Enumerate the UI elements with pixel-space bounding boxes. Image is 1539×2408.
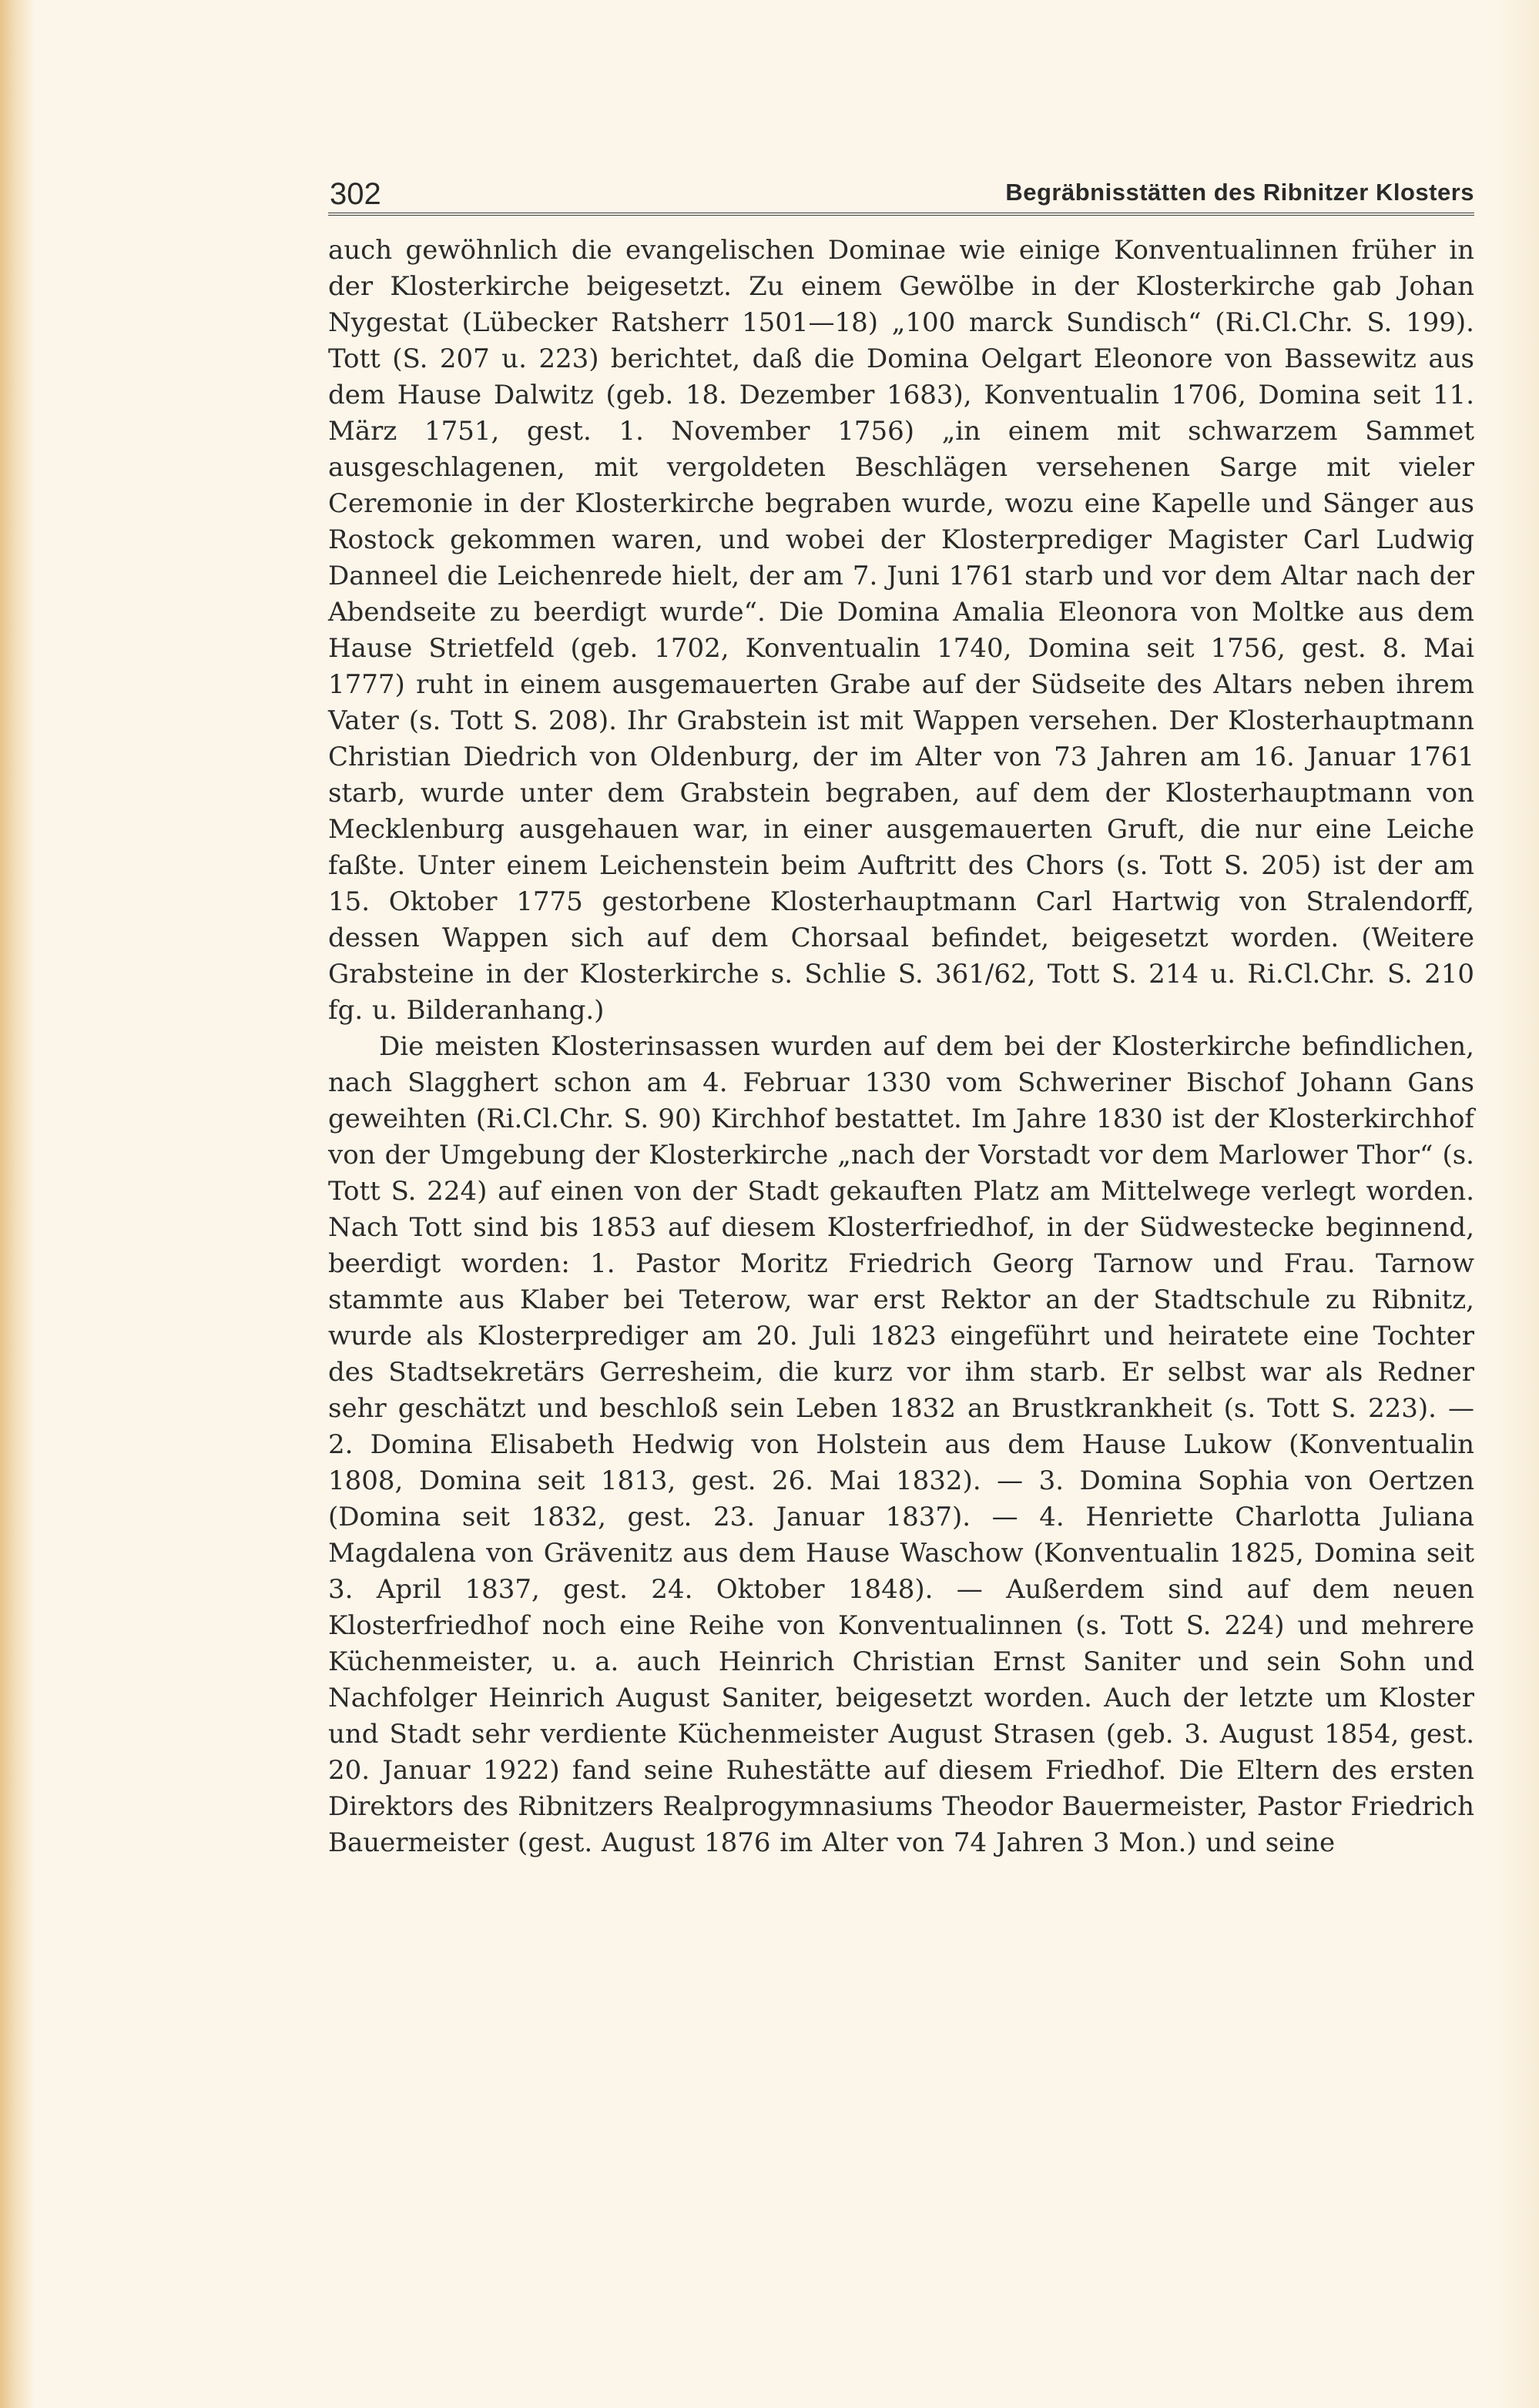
book-page (328, 154, 1474, 1861)
page-header (328, 154, 1474, 216)
book-gutter-shadow (0, 0, 35, 2408)
page-number: 302 (330, 177, 381, 211)
body-text (328, 233, 1474, 1861)
page-edge-tint (1494, 0, 1539, 2408)
paragraph: auch gewöhnlich die evangelischen Dominae wie einige Konventualinnen früher in der Klosterkirche beigesetzt. Zu einem Gewölbe in der Klosterkirche gab Johan Nygestat (Lübecker Ratsherr 1501—18) „100 marck Sundisch“ (Ri.Cl.Chr. S. 199). Tott (S. 207 u. 223) berichtet, daß die Domina Oelgart Eleonore von Bassewitz aus dem Hause Dalwitz (geb. 18. Dezember 1683), Konventualin 1706, Domina seit 11. März 1751, gest. 1. November 1756) „in einem mit schwarzem Sammet ausgeschlagenen, mit vergoldeten Beschlägen versehenen Sarge mit vieler Ceremonie in der Klosterkirche begraben wurde, wozu eine Kapelle und Sänger aus Rostock gekommen waren, und wobei der Klosterprediger Magister Carl Ludwig Danneel die Leichenrede hielt, der am 7. Juni 1761 starb und vor dem Altar nach der Abendseite zu beerdigt wurde“. Die Domina Amalia Eleonora von Moltke aus dem Hause Strietfeld (geb. 1702, Konventualin 1740, Domina seit 1756, gest. 8. Mai 1777) ruht in einem ausgemauerten Grabe auf der Südseite des Altars neben ihrem Vater (s. Tott S. 208). Ihr Grabstein ist mit Wappen versehen. Der Klosterhauptmann Christian Diedrich von Oldenburg, der im Alter von 73 Jahren am 16. Januar 1761 starb, wurde unter dem Grabstein begraben, auf dem der Klosterhauptmann von Mecklenburg ausgehauen war, in einer ausgemauerten Gruft, die nur eine Leiche faßte. Unter einem Leichenstein beim Auftritt des Chors (s. Tott S. 205) ist der am 15. Oktober 1775 gestorbene Klosterhauptmann Carl Hartwig von Stralendorff, dessen Wappen sich auf dem Chorsaal befindet, beigesetzt worden. (Weitere Grabsteine in der Klosterkirche s. Schlie S. 361/62, Tott S. 214 u. Ri.Cl.Chr. S. 210 fg. u. Bilderanhang.) (328, 235, 1474, 1026)
paragraph: Die meisten Klosterinsassen wurden auf dem bei der Klosterkirche befindlichen, nach Slagghert schon am 4. Februar 1330 vom Schweriner Bischof Johann Gans geweihten (Ri.Cl.Chr. S. 90) Kirchhof bestattet. Im Jahre 1830 ist der Klosterkirchhof von der Umgebung der Klosterkirche „nach der Vorstadt vor dem Marlower Thor“ (s. Tott S. 224) auf einen von der Stadt gekauften Platz am Mittelwege verlegt worden. Nach Tott sind bis 1853 auf diesem Klosterfriedhof, in der Südwestecke beginnend, beerdigt worden: 1. Pastor Moritz Friedrich Georg Tarnow und Frau. Tarnow stammte aus Klaber bei Teterow, war erst Rektor an der Stadtschule zu Ribnitz, wurde als Klosterprediger am 20. Juli 1823 eingeführt und heiratete eine Tochter des Stadtsekretärs Gerresheim, die kurz vor ihm starb. Er selbst war als Redner sehr geschätzt und beschloß sein Leben 1832 an Brustkrankheit (s. Tott S. 223). — 2. Domina Elisabeth Hedwig von Holstein aus dem Hause Lukow (Konventualin 1808, Domina seit 1813, gest. 26. Mai 1832). — 3. Domina Sophia von Oertzen (Domina seit 1832, gest. 23. Januar 1837). — 4. Henriette Charlotta Juliana Magdalena von Grävenitz aus dem Hause Waschow (Konventualin 1825, Domina seit 3. April 1837, gest. 24. Oktober 1848). — Außerdem sind auf dem neuen Klosterfriedhof noch eine Reihe von Konventualinnen (s. Tott S. 224) und mehrere Küchenmeister, u. a. auch Heinrich Christian Ernst Saniter und sein Sohn und Nachfolger Heinrich August Saniter, beigesetzt worden. Auch der letzte um Kloster und Stadt sehr verdiente Küchenmeister August Strasen (geb. 3. August 1854, gest. 20. Januar 1922) fand seine Ruhestätte auf diesem Friedhof. Die Eltern des ersten Direktors des Ribnitzers Realprogymnasiums Theodor Bauermeister, Pastor Friedrich Bauermeister (gest. August 1876 im Alter von 74 Jahren 3 Mon.) und seine (328, 1031, 1474, 1858)
running-head: Begräbnisstätten des Ribnitzer Klosters (1005, 179, 1474, 206)
